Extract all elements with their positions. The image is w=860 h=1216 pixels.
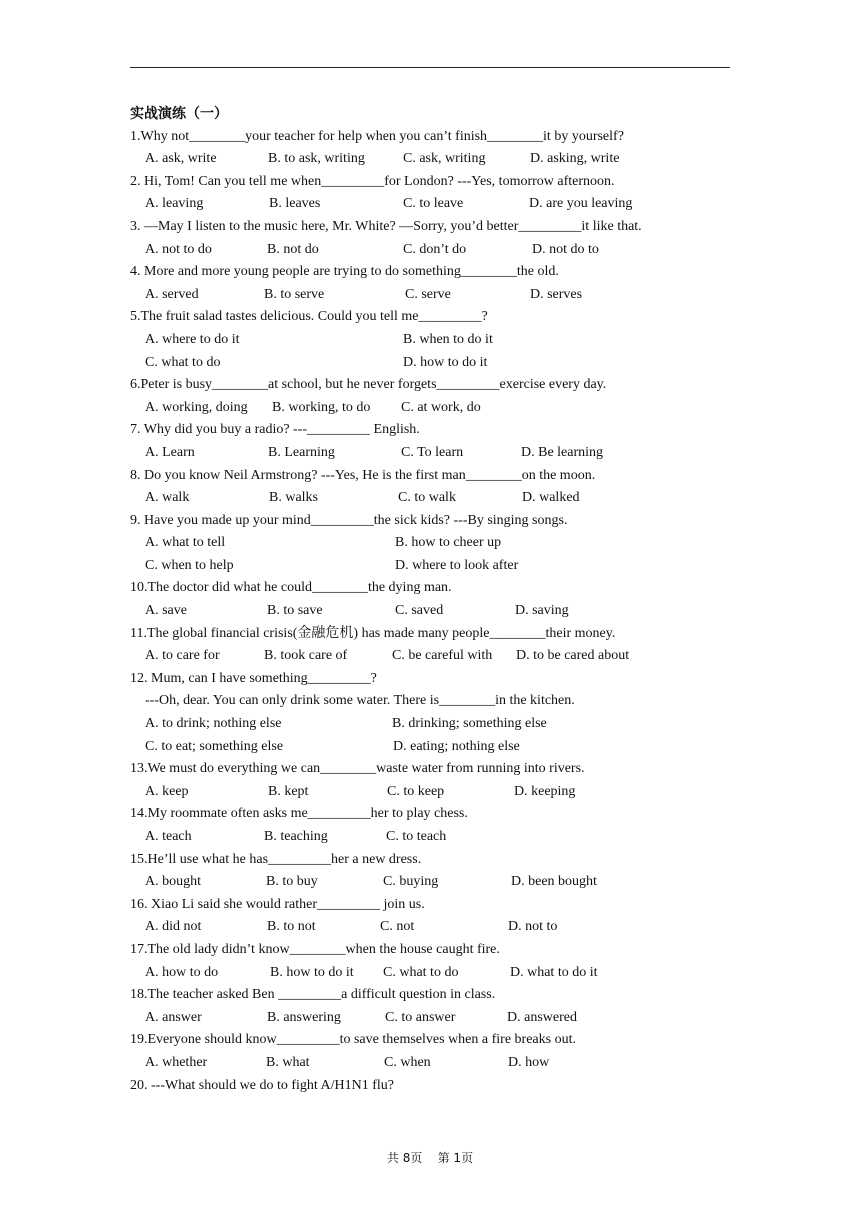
options-row <box>130 736 730 759</box>
option-b[interactable]: B. walks <box>269 490 318 506</box>
question-stem: 9. Have you made up your mind_________the sick kids? ---By singing songs. <box>130 512 568 528</box>
option-c[interactable]: C. be careful with <box>392 648 493 664</box>
option-a[interactable]: A. how to do <box>145 964 219 980</box>
question-stem: 16. Xiao Li said she would rather_________ join us. <box>130 896 425 912</box>
question-stem: 20. ---What should we do to fight A/H1N1 flu? <box>130 1077 395 1093</box>
question-stem: 3. —May I listen to the music here, Mr. White? —Sorry, you’d better_________it like that. <box>130 218 642 234</box>
option-d[interactable]: D. what to do it <box>510 964 598 980</box>
question-stem: 14.My roommate often asks me_________her to play chess. <box>130 806 468 822</box>
options-row <box>130 1052 730 1075</box>
option-c[interactable]: C. ask, writing <box>403 151 486 167</box>
options-row <box>130 284 730 307</box>
options-row <box>130 532 730 555</box>
options-row <box>130 826 730 849</box>
question-stem: 11.The global financial crisis(金融危机) has made many people________their money. <box>130 625 616 641</box>
option-c[interactable]: C. To learn <box>401 444 464 460</box>
option-c[interactable]: C. saved <box>395 603 444 619</box>
option-a[interactable]: A. save <box>145 603 187 619</box>
option-a[interactable]: A. ask, write <box>145 151 217 167</box>
option-d[interactable]: D. answered <box>507 1009 577 1025</box>
option-b[interactable]: B. to buy <box>266 874 318 890</box>
question-stem: 4. More and more young people are trying to do something________the old. <box>130 264 559 280</box>
option-b[interactable]: B. how to cheer up <box>395 535 502 551</box>
options-row <box>130 962 730 985</box>
option-c[interactable]: C. don’t do <box>403 241 467 257</box>
question-stem: 6.Peter is busy________at school, but he never forgets_________exercise every day. <box>130 377 607 393</box>
option-b[interactable]: B. answering <box>267 1009 341 1025</box>
option-d[interactable]: D. serves <box>530 286 583 302</box>
option-d[interactable]: D. how to do it <box>403 354 488 370</box>
option-a[interactable]: A. did not <box>145 919 202 935</box>
option-b[interactable]: B. not do <box>267 241 319 257</box>
option-a[interactable]: A. served <box>145 286 199 302</box>
option-a[interactable]: A. where to do it <box>145 331 240 347</box>
option-d[interactable]: D. walked <box>522 490 580 506</box>
options-row <box>130 442 730 465</box>
option-d[interactable]: D. keeping <box>514 783 576 799</box>
options-row <box>130 871 730 894</box>
question-stem: 5.The fruit salad tastes delicious. Could you tell me_________? <box>130 309 488 325</box>
options-row <box>130 555 730 578</box>
option-d[interactable]: D. Be learning <box>521 444 604 460</box>
option-b[interactable]: B. took care of <box>264 648 348 664</box>
option-c[interactable]: C. to eat; something else <box>145 738 284 754</box>
question-stem: 13.We must do everything we can________waste water from running into rivers. <box>130 761 585 777</box>
options-row <box>130 487 730 510</box>
question-stem: 10.The doctor did what he could________the dying man. <box>130 580 452 596</box>
options-row <box>130 600 730 623</box>
option-b[interactable]: B. how to do it <box>270 964 354 980</box>
question-stem-continued: ---Oh, dear. You can only drink some water. There is________in the kitchen. <box>145 693 575 709</box>
option-c[interactable]: C. what to do <box>145 354 221 370</box>
option-b[interactable]: B. kept <box>268 783 309 799</box>
option-b[interactable]: B. drinking; something else <box>392 716 547 732</box>
options-row <box>130 148 730 171</box>
option-d[interactable]: D. to be cared about <box>516 648 630 664</box>
option-a[interactable]: A. leaving <box>145 196 204 212</box>
option-d[interactable]: D. not to <box>508 919 558 935</box>
option-c[interactable]: C. serve <box>405 286 451 302</box>
option-c[interactable]: C. what to do <box>383 964 459 980</box>
option-a[interactable]: A. not to do <box>145 241 212 257</box>
options-row <box>130 645 730 668</box>
option-a[interactable]: A. whether <box>145 1054 208 1070</box>
option-c[interactable]: C. to answer <box>385 1009 456 1025</box>
option-a[interactable]: A. to drink; nothing else <box>145 716 282 732</box>
option-c[interactable]: C. at work, do <box>401 399 481 415</box>
options-row <box>130 916 730 939</box>
option-b[interactable]: B. to not <box>267 919 316 935</box>
option-a[interactable]: A. walk <box>145 490 190 506</box>
options-row <box>130 713 730 736</box>
option-d[interactable]: D. are you leaving <box>529 196 633 212</box>
question-stem: 19.Everyone should know_________to save themselves when a fire breaks out. <box>130 1032 576 1048</box>
option-c[interactable]: C. when to help <box>145 557 234 573</box>
option-b[interactable]: B. what <box>266 1054 310 1070</box>
question-stem: 17.The old lady didn’t know________when the house caught fire. <box>130 941 500 957</box>
option-c[interactable]: C. not <box>380 919 415 935</box>
question-stem: 15.He’ll use what he has_________her a new dress. <box>130 851 422 867</box>
option-c[interactable]: C. to leave <box>403 196 464 212</box>
option-a[interactable]: A. working, doing <box>145 399 248 415</box>
option-d[interactable]: D. where to look after <box>395 557 519 573</box>
option-d[interactable]: D. been bought <box>511 874 597 890</box>
option-d[interactable]: D. asking, write <box>530 151 620 167</box>
options-row <box>130 239 730 262</box>
option-b[interactable]: B. Learning <box>268 444 335 460</box>
exercise-sheet <box>130 103 730 1097</box>
options-row <box>130 781 730 804</box>
section-title: 实战演练（一） <box>130 106 228 122</box>
option-c[interactable]: C. buying <box>383 874 439 890</box>
question-stem: 8. Do you know Neil Armstrong? ---Yes, He is the first man________on the moon. <box>130 467 596 483</box>
options-row <box>130 352 730 375</box>
page-footer: 共 8页 第 1页 <box>386 1151 474 1165</box>
option-c[interactable]: C. to walk <box>398 490 456 506</box>
question-stem: 7. Why did you buy a radio? ---_________ English. <box>130 422 420 438</box>
option-d[interactable]: D. eating; nothing else <box>393 738 520 754</box>
option-a[interactable]: A. answer <box>145 1009 202 1025</box>
option-a[interactable]: A. keep <box>145 783 189 799</box>
option-b[interactable]: B. teaching <box>264 829 328 844</box>
option-a[interactable]: A. to care for <box>145 648 220 664</box>
option-b[interactable]: B. to ask, writing <box>268 151 365 167</box>
question-stem: 12. Mum, can I have something_________? <box>130 670 377 686</box>
option-d[interactable]: D. how <box>508 1054 550 1070</box>
options-row <box>130 329 730 352</box>
options-row <box>130 397 730 420</box>
options-row <box>130 193 730 216</box>
header-rule <box>130 67 730 68</box>
option-b[interactable]: B. to save <box>267 603 323 619</box>
option-c[interactable]: C. to keep <box>387 783 445 799</box>
option-a[interactable]: A. what to tell <box>145 535 226 551</box>
option-b[interactable]: B. working, to do <box>272 399 371 415</box>
option-d[interactable]: D. not do to <box>532 241 599 257</box>
options-row <box>130 1007 730 1030</box>
option-a[interactable]: A. teach <box>145 829 192 844</box>
option-b[interactable]: B. to serve <box>264 286 325 302</box>
question-stem: 18.The teacher asked Ben _________a difficult question in class. <box>130 987 496 1003</box>
option-a[interactable]: A. Learn <box>145 444 195 460</box>
option-c[interactable]: C. when <box>384 1054 431 1070</box>
question-stem: 1.Why not________your teacher for help when you can’t finish________it by yourself? <box>130 128 624 144</box>
question-stem: 2. Hi, Tom! Can you tell me when_________for London? ---Yes, tomorrow afternoon. <box>130 173 615 189</box>
option-d[interactable]: D. saving <box>515 603 569 619</box>
option-c[interactable]: C. to teach <box>386 829 447 844</box>
option-a[interactable]: A. bought <box>145 874 201 890</box>
option-b[interactable]: B. leaves <box>269 196 321 212</box>
option-b[interactable]: B. when to do it <box>403 331 493 347</box>
